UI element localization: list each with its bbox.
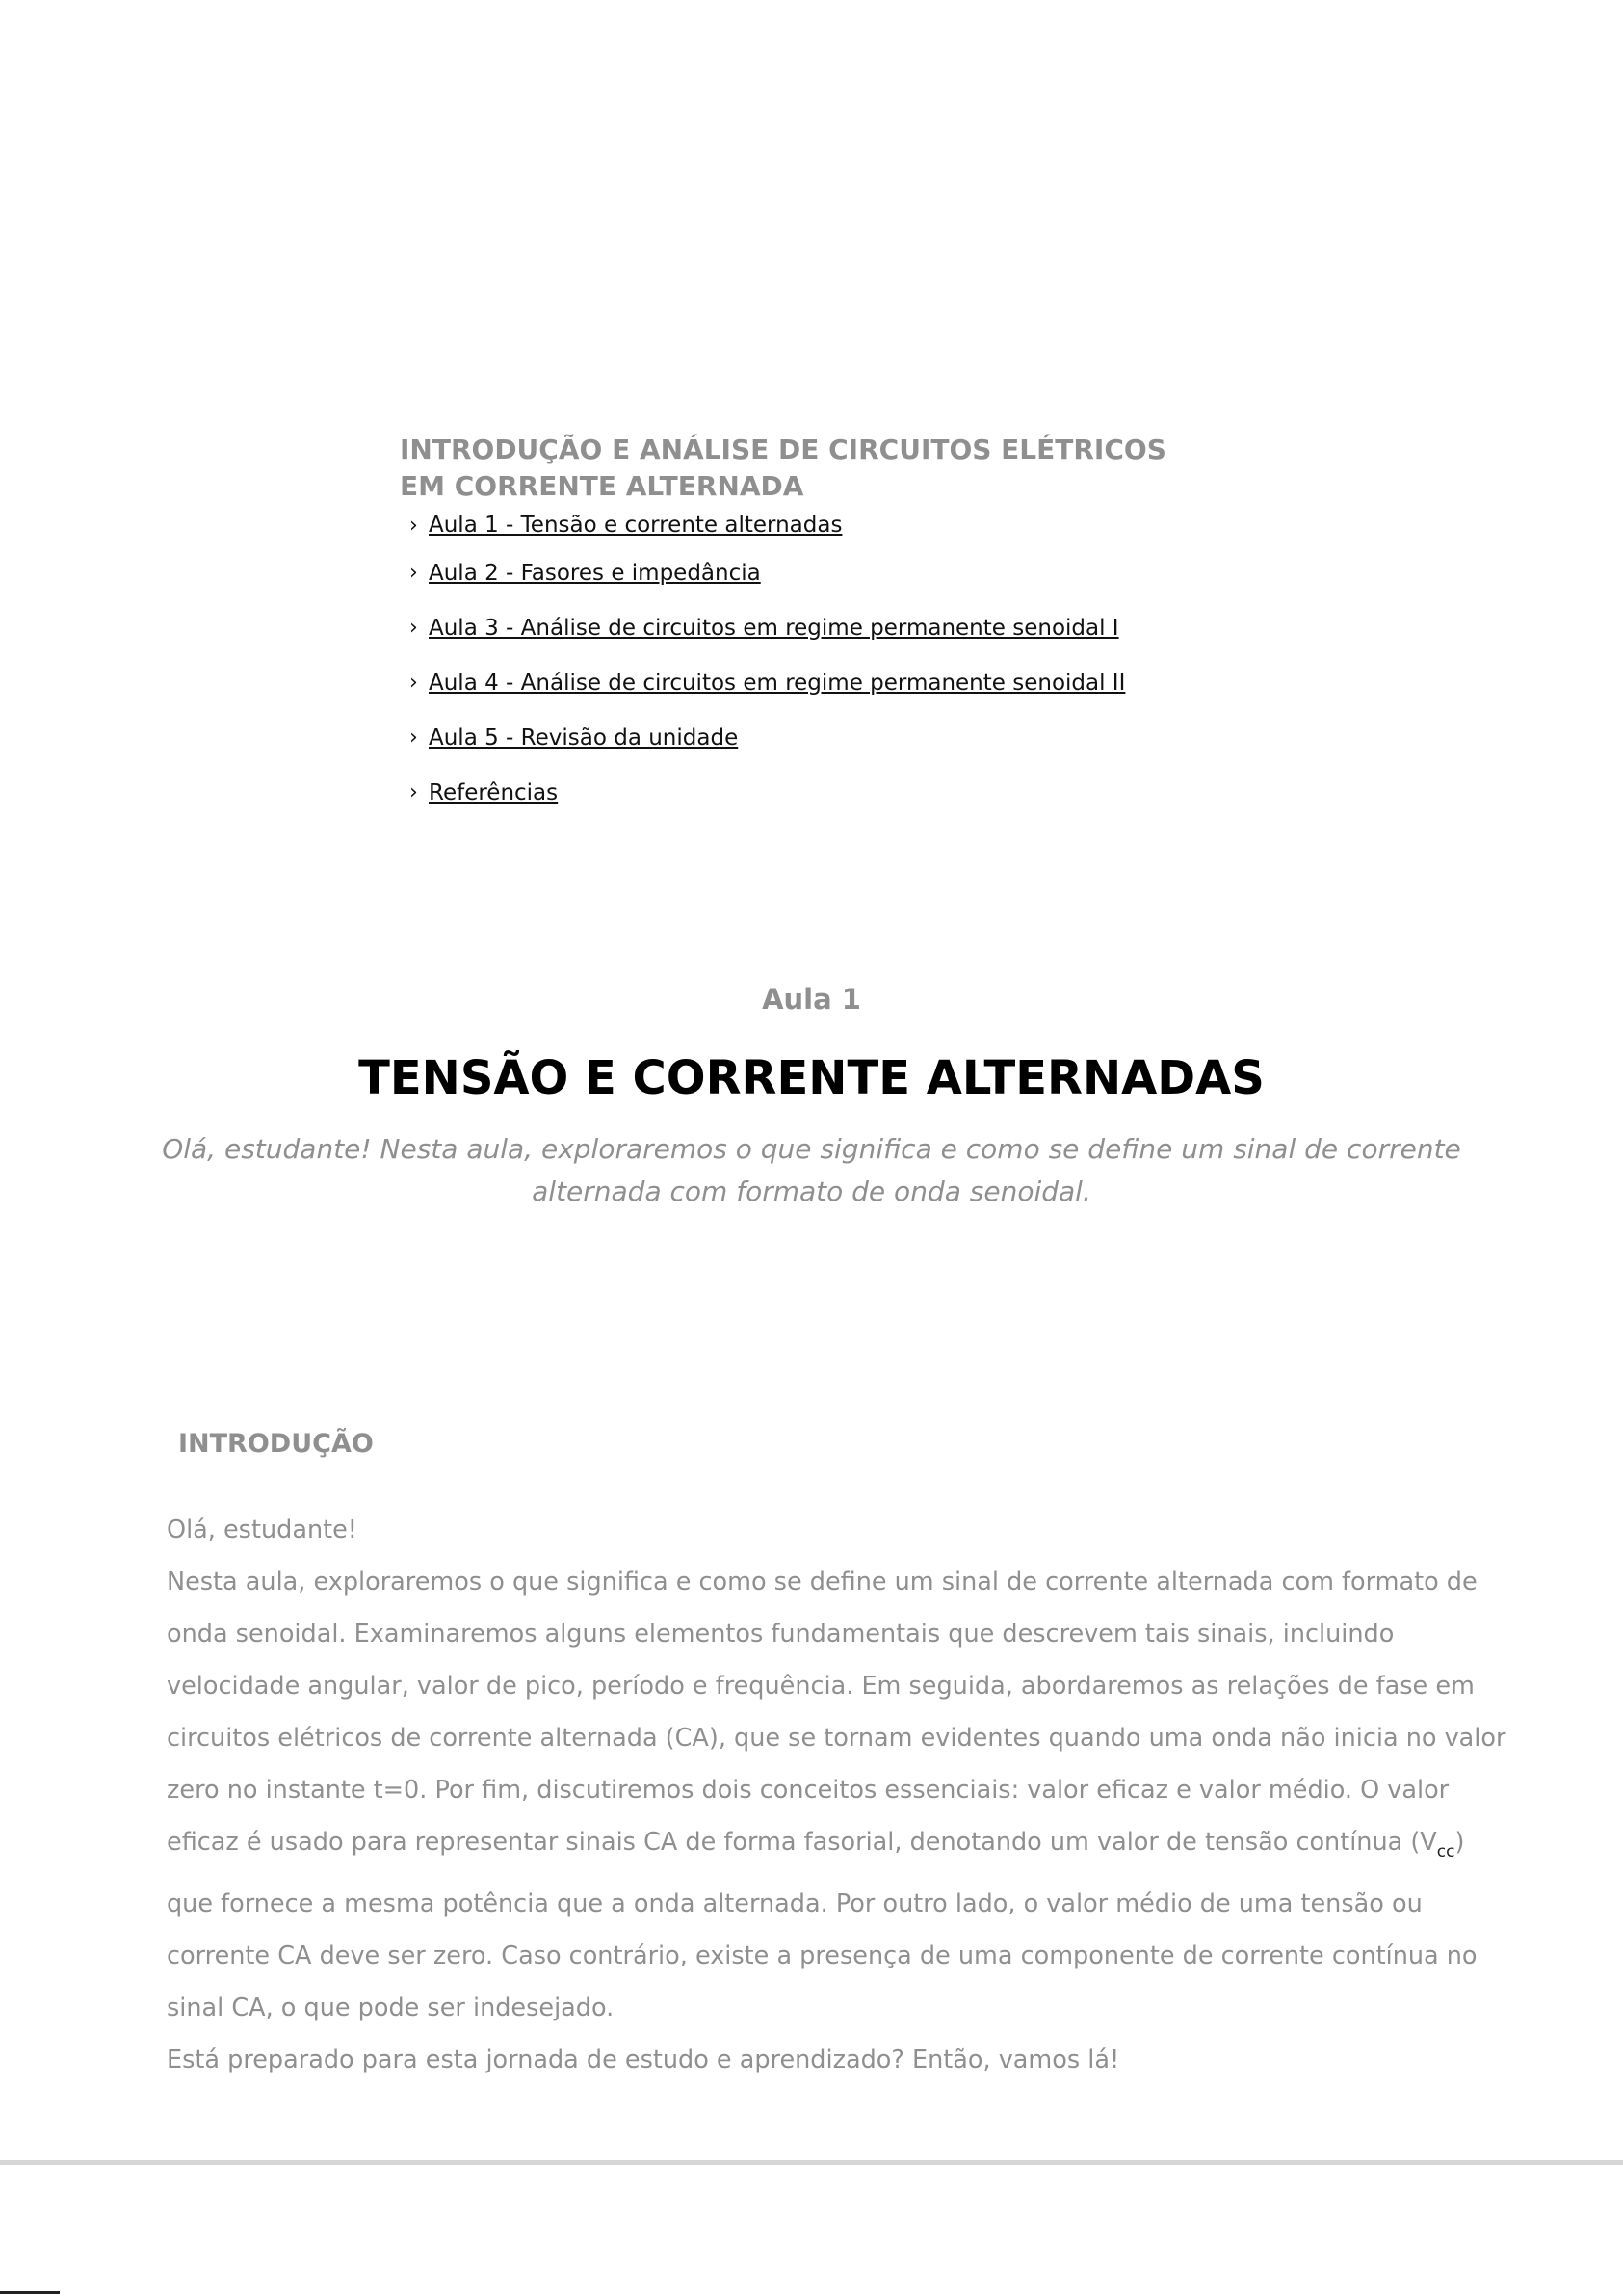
page-divider — [0, 2160, 1623, 2165]
introduction-section — [167, 1421, 1515, 2086]
intro-body — [167, 1504, 1515, 2086]
toc-item-aula-5[interactable] — [400, 710, 1190, 765]
corner-mark — [0, 2291, 60, 2294]
chevron-right-icon: › — [409, 616, 418, 640]
toc-link-aula-1[interactable]: Aula 1 - Tensão e corrente alternadas — [429, 513, 843, 538]
lesson-number: Aula 1 — [762, 983, 861, 1016]
toc-link-aula-3[interactable]: Aula 3 - Análise de circuitos em regime permanente senoidal I — [429, 615, 1119, 641]
toc-item-aula-1[interactable] — [400, 505, 1190, 545]
toc-link-aula-4[interactable]: Aula 4 - Análise de circuitos em regime permanente senoidal II — [429, 670, 1126, 696]
lesson-header — [0, 978, 1623, 1213]
toc-list — [400, 505, 1190, 820]
chevron-right-icon: › — [409, 671, 418, 695]
unit-title: INTRODUÇÃO E ANÁLISE DE CIRCUITOS ELÉTRICOS EM CORRENTE ALTERNADA — [400, 434, 1166, 502]
chevron-right-icon: › — [409, 780, 418, 805]
toc-item-aula-4[interactable] — [400, 655, 1190, 710]
toc-link-aula-5[interactable]: Aula 5 - Revisão da unidade — [429, 725, 739, 751]
chevron-right-icon: › — [409, 726, 418, 750]
intro-greeting: Olá, estudante! — [167, 1516, 358, 1544]
lesson-title: TENSÃO E CORRENTE ALTERNADAS — [358, 1051, 1265, 1105]
chevron-right-icon: › — [409, 561, 418, 585]
subscript-cc: cc — [1436, 1842, 1455, 1861]
intro-heading: INTRODUÇÃO — [178, 1429, 374, 1459]
intro-paragraph-text-1: Nesta aula, exploraremos o que significa e como se define um sinal de corrente alternada com formato de onda senoidal. Examinaremos alguns elementos fundamentais que descrevem tais sinais, incluindo velocidade angular, valor de pico, período e frequência. Em seguida, abordaremos as relações de fase em circuitos elétricos de corrente alternada (CA), que se tornam evidentes quando uma onda não inicia no valor zero no instante t=0. Por fim, discutiremos dois conceitos essenciais: valor eficaz e valor médio. O valor eficaz é usado para representar sinais CA de forma fasorial, denotando um valor de tensão contínua (V — [167, 1568, 1506, 1857]
toc-item-referencias[interactable] — [400, 765, 1190, 820]
intro-closing: Está preparado para esta jornada de estudo e aprendizado? Então, vamos lá! — [167, 2045, 1120, 2074]
lesson-subtitle: Olá, estudante! Nesta aula, exploraremos o que significa e como se define um sinal de corrente alternada com formato de onda senoidal. — [162, 1133, 1461, 1207]
table-of-contents — [400, 432, 1190, 820]
toc-item-aula-3[interactable] — [400, 600, 1190, 655]
intro-paragraph-text-2: ) que fornece a mesma potência que a onda alternada. Por outro lado, o valor médio de uma tensão ou corrente CA deve ser zero. Caso contrário, existe a presença de uma componente de corrente contínua no sinal CA, o que pode ser indesejado. — [167, 1828, 1478, 2022]
toc-item-aula-2[interactable] — [400, 545, 1190, 600]
toc-link-referencias[interactable]: Referências — [429, 779, 559, 805]
chevron-right-icon: › — [409, 513, 418, 538]
intro-paragraph — [167, 1556, 1515, 2034]
toc-link-aula-2[interactable]: Aula 2 - Fasores e impedância — [429, 560, 761, 586]
